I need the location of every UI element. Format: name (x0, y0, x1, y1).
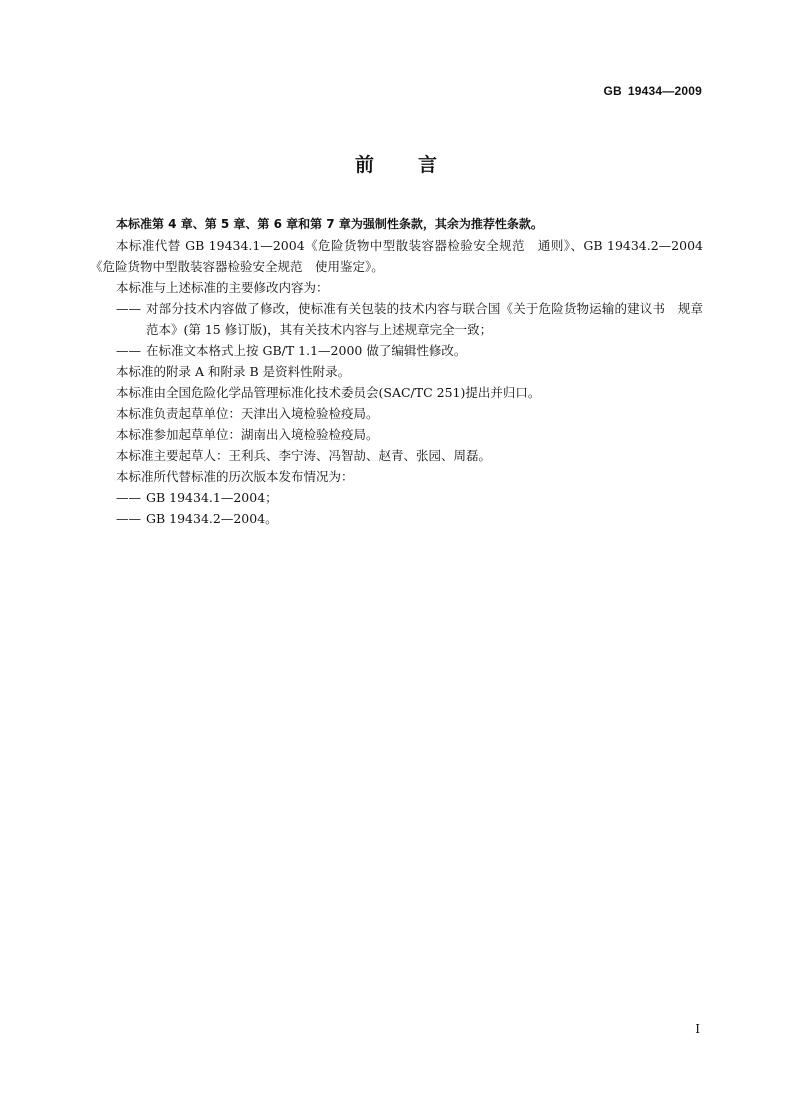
list-item-text: GB 19434.1—2004； (146, 490, 278, 505)
mandatory-clause-statement: 本标准第 4 章、第 5 章、第 6 章和第 7 章为强制性条款，其余为推荐性条款。 (116, 217, 543, 231)
dash-marker: —— (116, 490, 141, 505)
standard-number: 19434—2009 (627, 84, 702, 98)
changes-intro: 本标准与上述标准的主要修改内容为： (116, 280, 329, 295)
list-item (90, 340, 703, 361)
list-item (90, 298, 703, 340)
replacement-statement: 本标准代替 GB 19434.1—2004《危险货物中型散装容器检验安全规范 通则》、GB 19434.2—2004《危险货物中型散装容器检验安全规范 使用鉴定》。 (90, 238, 703, 274)
dash-marker: —— (116, 301, 141, 316)
list-item (90, 508, 703, 529)
list-item-text: GB 19434.2—2004。 (146, 511, 278, 526)
page-number: I (695, 1022, 700, 1036)
page-title: 前言 (354, 154, 481, 176)
list-item (90, 487, 703, 508)
appendix-statement: 本标准的附录 A 和附录 B 是资料性附录。 (116, 364, 351, 379)
foreword-body (90, 214, 703, 529)
history-intro: 本标准所代替标准的历次版本发布情况为： (116, 469, 354, 484)
dash-marker: —— (116, 343, 141, 358)
dash-marker: —— (116, 511, 141, 526)
standard-prefix: GB (603, 84, 622, 98)
participating-drafter: 本标准参加起草单位：湖南出入境检验检疫局。 (116, 427, 379, 442)
main-drafters: 本标准主要起草人：王利兵、李宁涛、冯智劼、赵青、张园、周磊。 (116, 448, 492, 463)
document-header (604, 84, 702, 98)
list-item-text: 在标准文本格式上按 GB/T 1.1—2000 做了编辑性修改。 (146, 343, 467, 358)
list-item-text: 对部分技术内容做了修改，使标准有关包装的技术内容与联合国《关于危险货物运输的建议书 规章范本》(第 15 修订版)，其有关技术内容与上述规章完全一致； (146, 301, 703, 337)
responsible-drafter: 本标准负责起草单位：天津出入境检验检疫局。 (116, 406, 379, 421)
committee-statement: 本标准由全国危险化学品管理标准化技术委员会(SAC/TC 251)提出并归口。 (116, 385, 541, 400)
